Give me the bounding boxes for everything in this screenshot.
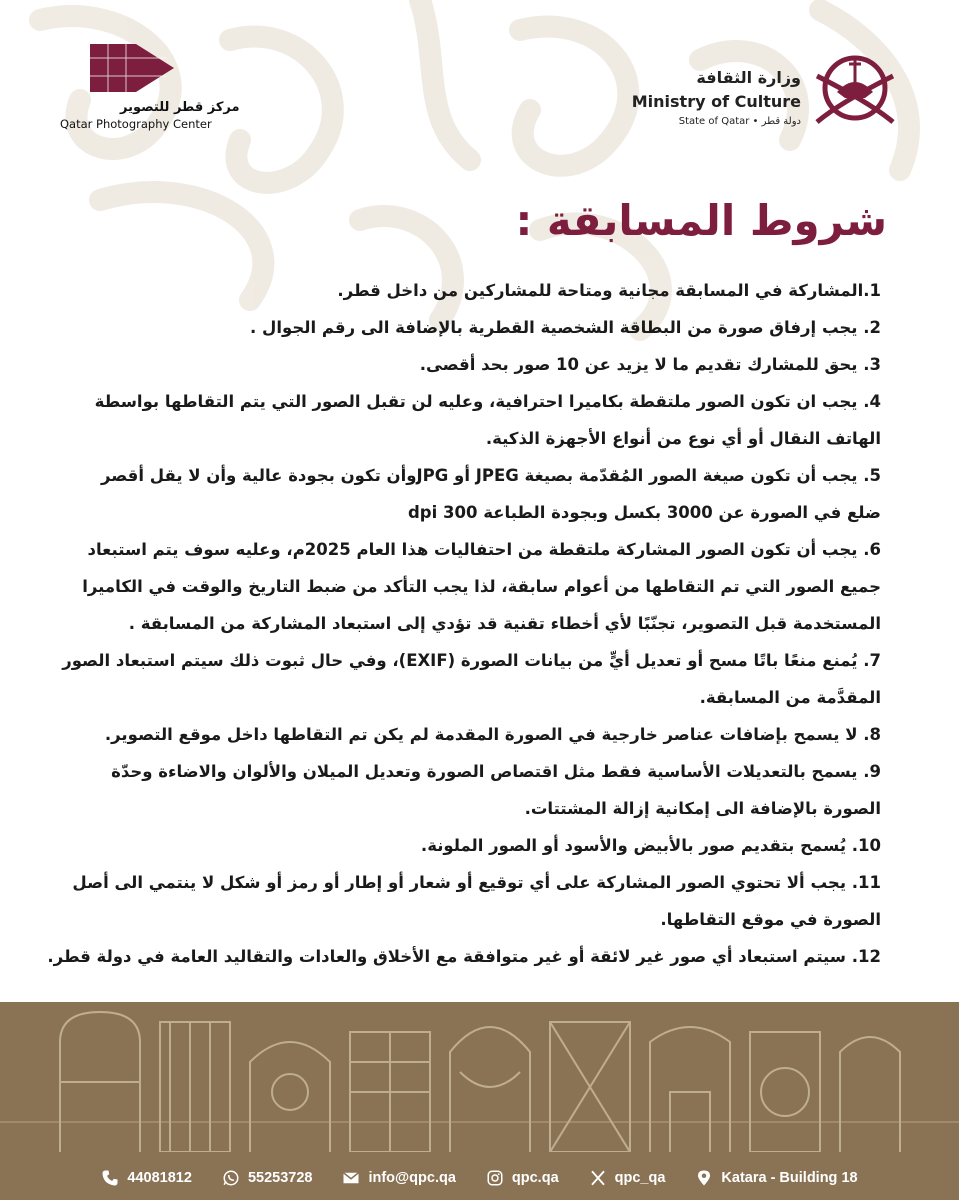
rule-12: 12. سيتم استبعاد أي صور غير لائقة أو غير متوافقة مع الأخلاق والعادات والتقاليد العامة في دولة قطر. <box>47 947 881 966</box>
contact-whatsapp[interactable] <box>222 1169 313 1187</box>
contact-x[interactable] <box>589 1169 666 1187</box>
rule-8: 8. لا يسمح بإضافات عناصر خارجية في الصورة المقدمة لم يكن تم التقاطها داخل موقع التصوير. <box>104 725 881 744</box>
qpc-logo-arabic: مركز قطر للتصوير <box>120 100 240 115</box>
rule-6-line-1: 6. يجب أن تكون الصور المشاركة ملتقطة من احتفاليات هذا العام 2025م، وعليه سوف يتم استبعاد <box>87 540 881 559</box>
rule-9-line-1: 9. يسمح بالتعديلات الأساسية فقط مثل اقتصاص الصورة وتعديل الميلان والألوان والاضاءة وحدّة <box>111 762 881 781</box>
rule-5-line-1: 5. يجب أن تكون صيغة الصور المُقدّمة بصيغة JPEG أو JPGوأن تكون بجودة عالية وأن لا يقل أقصر <box>101 466 881 485</box>
ministry-name-arabic: وزارة الثقافة <box>696 68 801 87</box>
state-of-qatar-label: State of Qatar • دولة قطر <box>678 116 801 127</box>
rule-1: 1.المشاركة في المسابقة مجانية ومتاحة للمشاركين من داخل قطر. <box>337 281 881 300</box>
location-pin-icon <box>695 1169 713 1187</box>
whatsapp-icon <box>222 1169 240 1187</box>
whatsapp-number: 55253728 <box>247 1170 313 1186</box>
rule-3: 3. يحق للمشارك تقديم ما لا يزيد عن 10 صور بحد أقصى. <box>419 355 881 374</box>
ministry-logo <box>631 38 899 138</box>
rule-5-line-2: ضلع في الصورة عن 3000 بكسل وبجودة الطباعة 300 dpi <box>408 503 881 522</box>
phone-number: 44081812 <box>127 1170 192 1186</box>
email-address: info@qpc.qa <box>368 1170 456 1186</box>
footer <box>0 1002 959 1200</box>
contact-bar <box>0 1160 959 1196</box>
rule-10: 10. يُسمح بتقديم صور بالأبيض والأسود أو الصور الملونة. <box>420 836 881 855</box>
rules-list <box>47 272 881 975</box>
footer-pattern-decoration <box>0 1002 959 1152</box>
rule-2: 2. يجب إرفاق صورة من البطاقة الشخصية القطرية بالإضافة الى رقم الجوال . <box>250 318 881 337</box>
x-logo-icon <box>589 1169 607 1187</box>
rule-4-line-2: الهاتف النقال أو أي نوع من أنواع الأجهزة الذكية. <box>485 429 881 448</box>
rule-6-line-2: جميع الصور التي تم التقاطها من أعوام سابقة، لذا يجب التأكد من ضبط التاريخ والوقت في الكاميرا <box>82 577 881 596</box>
mail-icon <box>342 1169 360 1187</box>
qatar-emblem-icon <box>811 42 899 132</box>
qpc-logo-english: Qatar Photography Center <box>60 117 212 131</box>
contact-email[interactable] <box>342 1169 455 1187</box>
contact-location[interactable] <box>695 1169 857 1187</box>
contact-phone[interactable] <box>101 1169 192 1187</box>
rule-6-line-3: المستخدمة قبل التصوير، تجنّبًا لأي أخطاء تقنية قد تؤدي إلى استبعاد المشاركة من المسابقة . <box>128 614 881 633</box>
instagram-icon <box>486 1169 504 1187</box>
qpc-logo <box>60 40 240 131</box>
rule-7-line-2: المقدَّمة من المسابقة. <box>699 688 881 707</box>
contact-instagram[interactable] <box>486 1169 559 1187</box>
instagram-handle: qpc.qa <box>511 1170 559 1186</box>
rule-9-line-2: الصورة بالإضافة الى إمكانية إزالة المشتتات. <box>524 799 881 818</box>
phone-icon <box>101 1169 119 1187</box>
page-title: شروط المسابقة : <box>515 196 887 245</box>
rule-11-line-2: الصورة في موقع التقاطها. <box>660 910 881 929</box>
ministry-name-english: Ministry of Culture <box>631 92 801 111</box>
rule-11-line-1: 11. يجب ألا تحتوي الصور المشاركة على أي توقيع أو شعار أو إطار أو رمز أو شكل لا ينتمي الى أصل <box>72 873 881 892</box>
rule-7-line-1: 7. يُمنع منعًا باتًا مسح أو تعديل أيٍّ من بيانات الصورة (EXIF)، وفي حال ثبوت ذلك سيتم استبعاد الصور <box>62 651 881 670</box>
rule-4-line-1: 4. يجب ان تكون الصور ملتقطة بكاميرا احترافية، وعليه لن تقبل الصور التي يتم التقاطها بواسطة <box>94 392 881 411</box>
qpc-logo-mark-icon <box>86 40 176 92</box>
x-handle: qpc_qa <box>614 1170 666 1186</box>
location-text: Katara - Building 18 <box>721 1170 858 1186</box>
